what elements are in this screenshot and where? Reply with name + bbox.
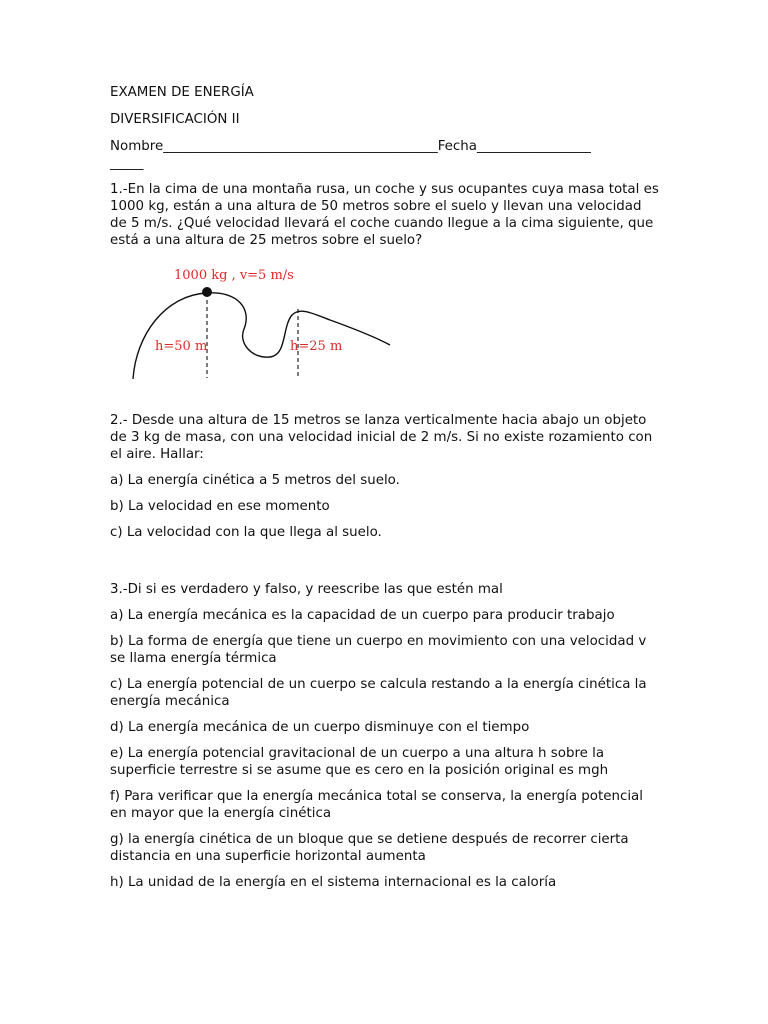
question-2-item-b: b) La velocidad en ese momento	[110, 499, 330, 514]
height-50-label: h=50 m	[155, 339, 208, 354]
height-25-label: h=25 m	[290, 339, 343, 354]
question-2-item-a: a) La energía cinética a 5 metros del suelo.	[110, 473, 400, 488]
question-3-item-e: e) La energía potencial gravitacional de un cuerpo a una altura h sobre la superficie terrestre si se asume que es cero en la posición original es mgh	[110, 746, 609, 778]
name-date-line: Nombre_________________________________________Fecha_________________	[110, 139, 591, 154]
question-3: 3.-Di si es verdadero y falso, y reescribe las que estén mal	[110, 582, 503, 597]
question-2-item-c: c) La velocidad con la que llega al suelo.	[110, 525, 382, 540]
roller-coaster-diagram	[130, 265, 430, 390]
track-curve	[133, 293, 390, 379]
name-date-line-continuation: _____	[110, 156, 144, 171]
question-3-item-f: f) Para verificar que la energía mecánica total se conserva, la energía potencial en mayor que la energía cinética	[110, 789, 643, 821]
question-3-item-b: b) La forma de energía que tiene un cuerpo en movimiento con una velocidad v se llama energía térmica	[110, 634, 647, 666]
exam-title: EXAMEN DE ENERGÍA	[110, 85, 254, 100]
question-3-item-d: d) La energía mecánica de un cuerpo disminuye con el tiempo	[110, 720, 530, 735]
question-3-item-g: g) la energía cinética de un bloque que se detiene después de recorrer cierta distancia en una superficie horizontal aumenta	[110, 832, 629, 864]
question-1: 1.-En la cima de una montaña rusa, un coche y sus ocupantes cuya masa total es 1000 kg, están a una altura de 50 metros sobre el suelo y llevan una velocidad de 5 m/s. ¿Qué velocidad llevará el coche cuando llegue a la cima siguiente, que está a una altura de 25 metros sobre el suelo?	[110, 182, 659, 248]
coaster-car-dot	[202, 287, 212, 297]
exam-page	[110, 84, 662, 891]
question-2: 2.- Desde una altura de 15 metros se lanza verticalmente hacia abajo un objeto de 3 kg de masa, con una velocidad inicial de 2 m/s. Si no existe rozamiento con el aire. Hallar:	[110, 413, 653, 462]
question-3-item-h: h) La unidad de la energía en el sistema internacional es la caloría	[110, 875, 557, 890]
course-name: DIVERSIFICACIÓN II	[110, 112, 240, 127]
question-3-item-a: a) La energía mecánica es la capacidad de un cuerpo para producir trabajo	[110, 608, 615, 623]
mass-velocity-label: 1000 kg , v=5 m/s	[174, 268, 294, 283]
question-3-item-c: c) La energía potencial de un cuerpo se calcula restando a la energía cinética la energía mecánica	[110, 677, 647, 709]
